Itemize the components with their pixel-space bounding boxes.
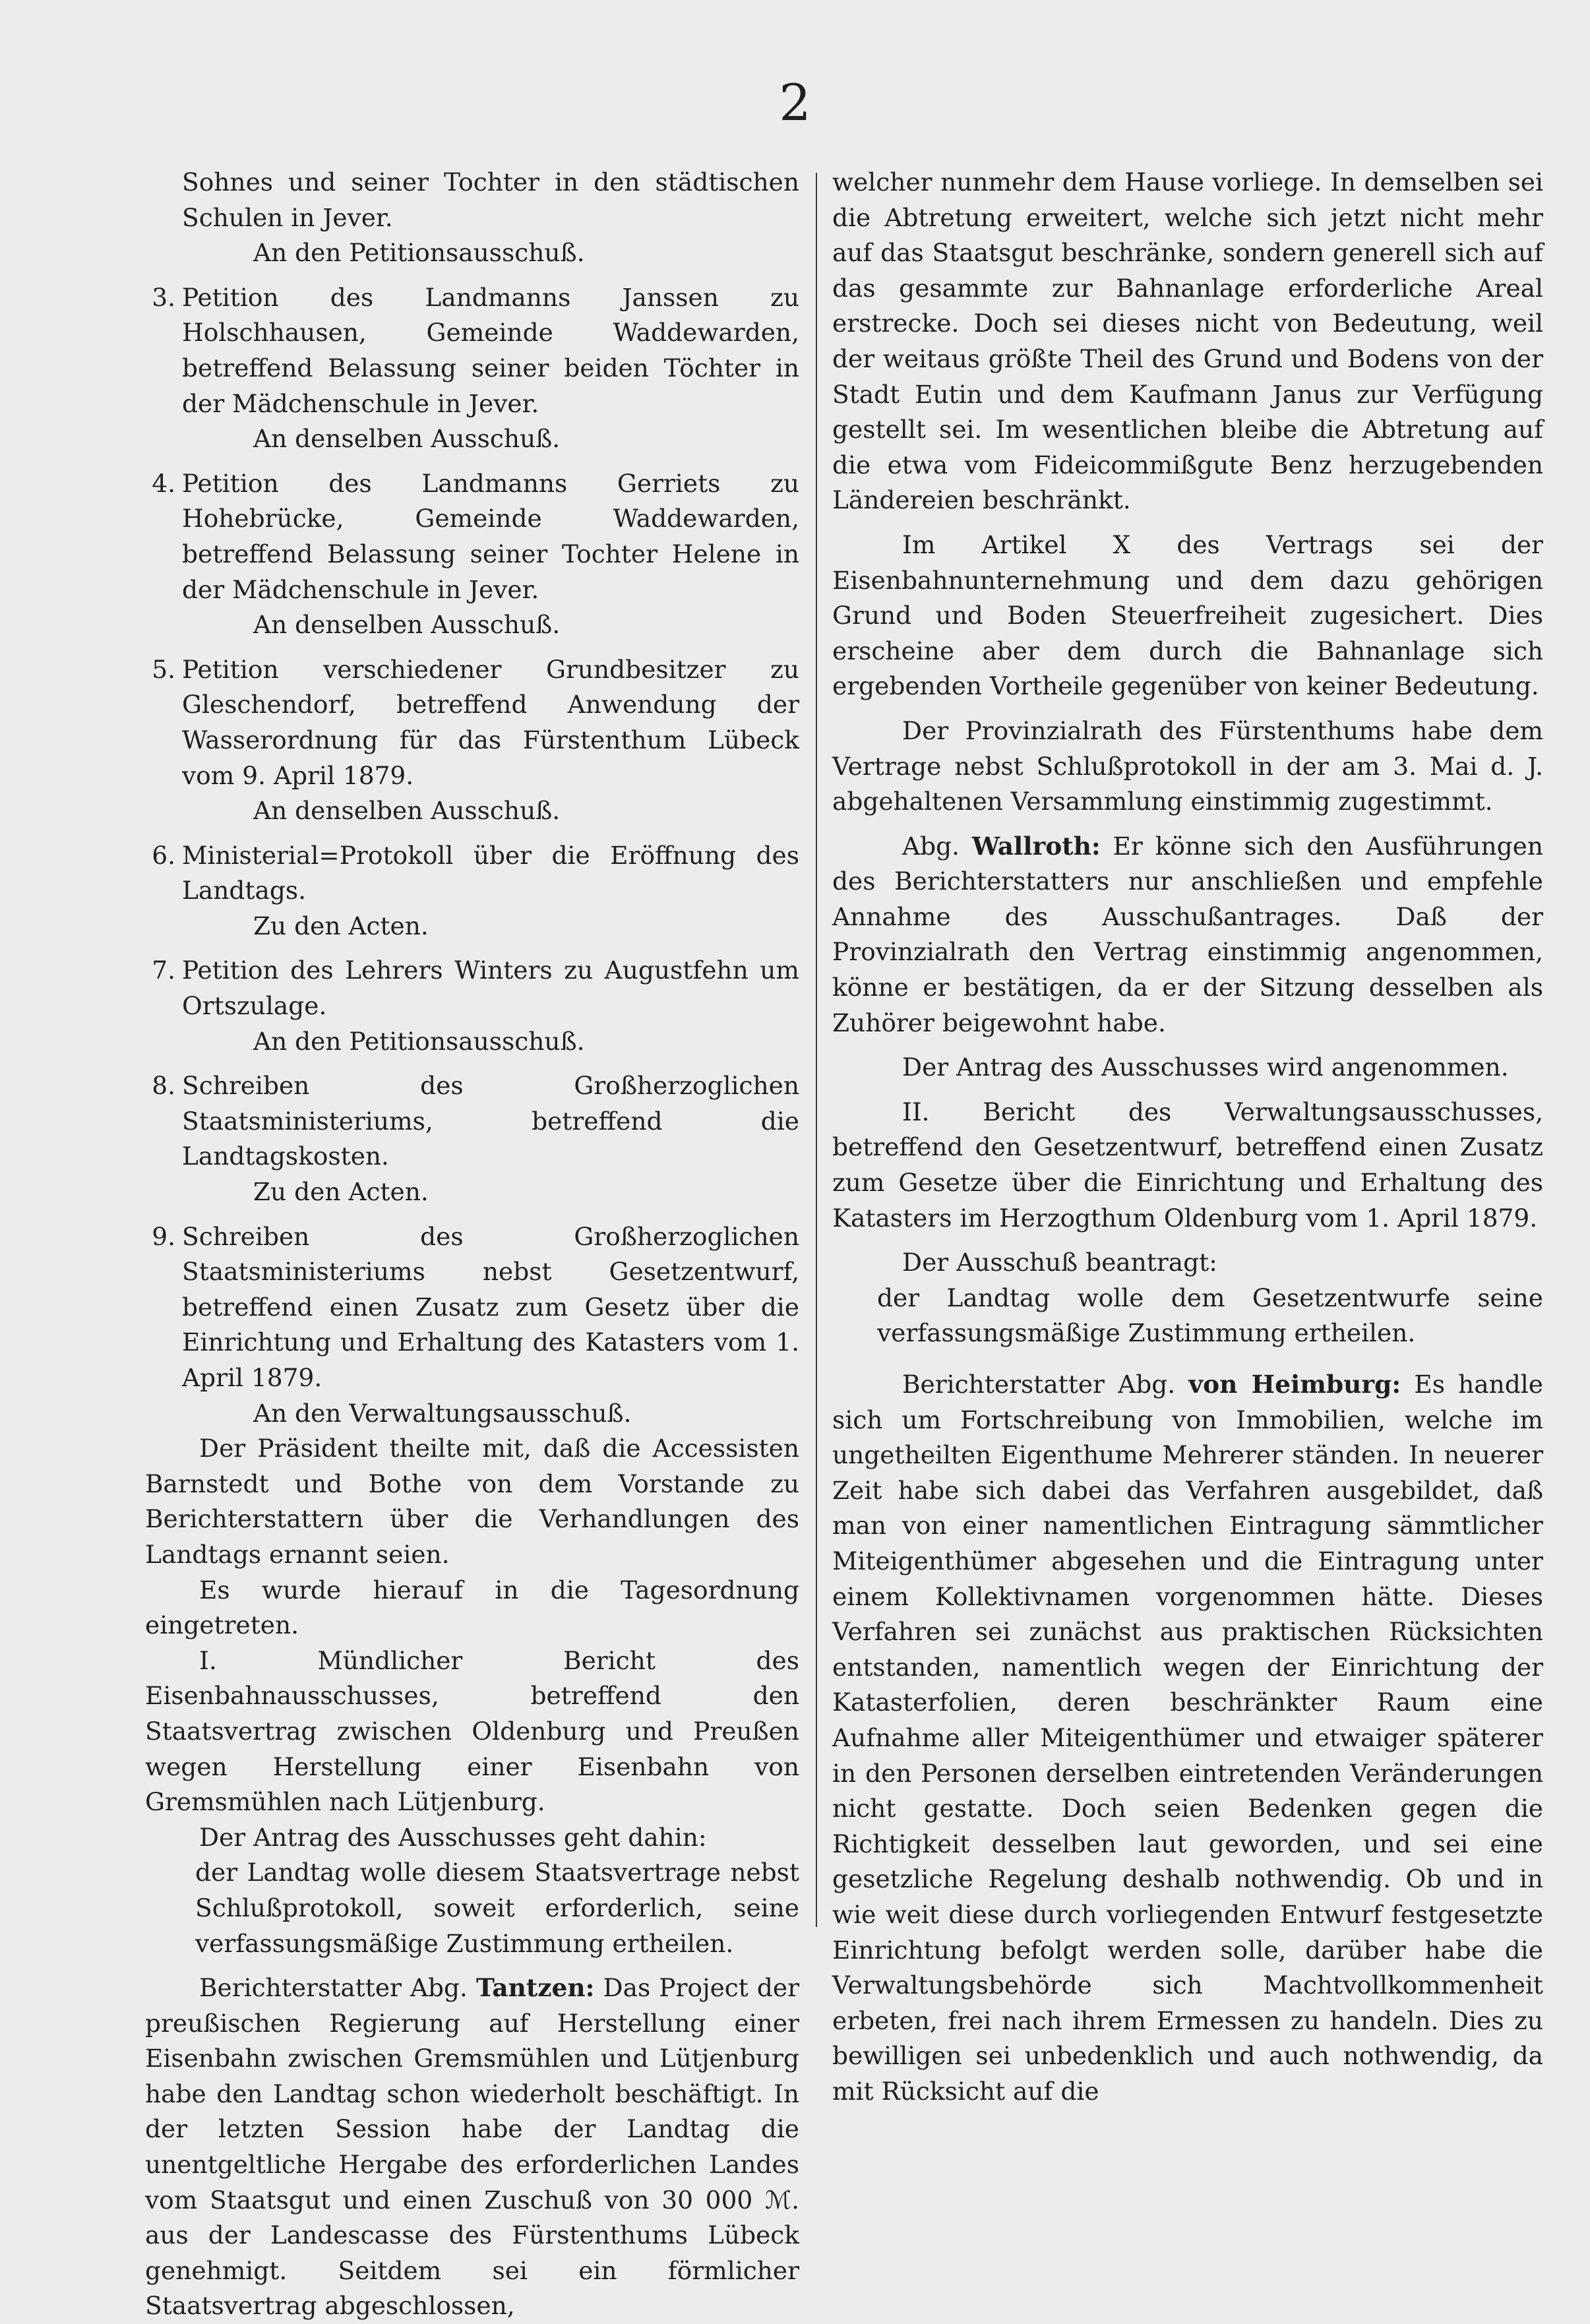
speaker-name: Tantzen: <box>476 1973 595 2003</box>
item-referral: An denselben Ausschuß. <box>253 796 561 826</box>
article-paragraph: Im Artikel X des Vertrags sei der Eisenbahnunternehmung und dem dazu gehörigen Grund und Boden Steuerfreiheit zugesichert. Dies erscheine aber dem durch die Bahnanlage sich ergebenden Vortheile gegenüber von keiner Bedeutung. <box>832 530 1543 701</box>
report-two-paragraph: II. Bericht des Verwaltungsausschusses, betreffend den Gesetzentwurf, betreffend einen Zusatz zum Gesetze über die Einrichtung und Erhaltung des Katasters im Herzogthum Oldenburg vom 1. April 1879. <box>832 1097 1543 1233</box>
item-text: Schreiben des Großherzoglichen Staatsministeriums, betreffend die Landtagskosten. <box>182 1071 799 1171</box>
item-text: Schreiben des Großherzoglichen Staatsministeriums nebst Gesetzentwurf, betreffend einen Zusatz zum Gesetz über die Einrichtung und Erhaltung des Katasters vom 1. April 1879. <box>182 1221 799 1392</box>
item-referral: Zu den Acten. <box>253 1177 429 1207</box>
item-number: 9. <box>152 1221 175 1251</box>
speaker-name: von Heimburg: <box>1188 1370 1401 1399</box>
page-number: 2 <box>779 73 811 132</box>
item-referral: An denselben Ausschuß. <box>253 424 561 454</box>
list-item <box>145 652 799 829</box>
list-item <box>145 1068 799 1209</box>
list-item <box>145 280 799 457</box>
speech-text: Das Project der preußischen Regierung auf Herstellung einer Eisenbahn zwischen Gremsmühlen und Lütjenburg habe den Landtag schon wiederholt beschäftigt. In der letzten Session habe der Landtag die unentgeltliche Hergabe des erforderlichen Landes vom Staatsgut und einen Zuschuß von 30 000 ℳ. aus der Landescasse des Fürstenthums Lübeck genehmigt. Seitdem sei ein förmlicher Staatsvertrag abgeschlossen, <box>145 1973 799 2321</box>
right-column <box>832 165 1543 2109</box>
agenda-paragraph: Es wurde hierauf in die Tagesordnung eingetreten. <box>145 1575 799 1640</box>
item-referral: An den Petitionsausschuß. <box>253 1026 585 1056</box>
item-text: Ministerial=Protokoll über die Eröffnung des Landtags. <box>182 840 799 905</box>
speech-text: Er könne sich den Ausführungen des Berichterstatters nur anschließen und empfehle Annahme des Ausschußantrages. Daß der Provinzialrath den Vertrag einstimmig angenommen, könne er bestätigen, da er der Sitzung desselben als Zuhörer beigewohnt habe. <box>832 831 1543 1037</box>
item-number: 3. <box>152 282 175 312</box>
item-number: 7. <box>152 956 175 985</box>
speaker-name: Wallroth: <box>971 831 1101 861</box>
tantzen-paragraph <box>145 1971 799 2324</box>
speech-text: Es handle sich um Fortschreibung von Immobilien, welche im ungetheilten Eigenthume Mehrerer ständen. In neuerer Zeit habe sich dabei das Verfahren ausgebildet, daß man von einer namentlichen Eintragung sämmtlicher Miteigenthümer abgesehen und die Eintragung unter einem Kollektivnamen vorgenommen hätte. Dieses Verfahren sei zunächst aus praktischen Rücksichten entstanden, namentlich wegen der Einrichtung der Katasterfolien, deren beschränkter Raum eine Aufnahme aller Miteigenthümer und etwaiger späterer in den Personen derselben eintretenden Veränderungen nicht gestatte. Doch seien Bedenken gegen die Richtigkeit desselben laut geworden, und sei eine gesetzliche Regelung deshalb nothwendig. Ob und in wie weit diese durch vorliegenden Entwurf festgesetzte Einrichtung befolgt werden solle, darüber habe die Verwaltungsbehörde sich Machtvollkommenheit erbeten, frei nach ihrem Ermessen zu handeln. Dies zu bewilligen sei unbedenklich und auch nothwendig, da mit Rücksicht auf die <box>832 1370 1543 2106</box>
column-divider <box>816 173 817 1927</box>
list-item <box>145 838 799 944</box>
continued-paragraph: welcher nunmehr dem Hause vorliege. In demselben sei die Abtretung erweitert, welche sich jetzt nicht mehr auf das Staatsgut beschränke, sondern generell sich auf das gesammte zur Bahnanlage erforderliche Areal erstrecke. Doch sei dieses nicht von Bedeutung, weil der weitaus größte Theil des Grund und Bodens von der Stadt Eutin und dem Kaufmann Janus zur Verfügung gestellt sei. Im wesentlichen bleibe die Abtretung auf die etwa vom Fideicommißgute Benz herzugebenden Ländereien beschränkt. <box>832 168 1543 515</box>
motion-intro: Der Ausschuß beantragt: <box>902 1248 1217 1277</box>
item-text: Sohnes und seiner Tochter in den städtischen Schulen in Jever. <box>182 168 799 232</box>
item-number: 5. <box>152 654 175 684</box>
item-text: Petition verschiedener Grundbesitzer zu Gleschendorf, betreffend Anwendung der Wasserordnung für das Fürstenthum Lübeck vom 9. April 1879. <box>182 654 799 790</box>
wallroth-paragraph <box>832 829 1543 1041</box>
item-number: 8. <box>152 1071 175 1101</box>
speaker-lead: Berichterstatter Abg. <box>199 1973 468 2003</box>
motion-text: der Landtag wolle diesem Staatsvertrage nebst Schlußprotokoll, soweit erforderlich, seine verfassungsmäßige Zustimmung ertheilen. <box>195 1858 799 1958</box>
item-number: 4. <box>152 468 175 498</box>
council-paragraph: Der Provinzialrath des Fürstenthums habe dem Vertrage nebst Schlußprotokoll in der am 3. Mai d. J. abgehaltenen Versammlung einstimmig zugestimmt. <box>832 716 1543 816</box>
motion-text: der Landtag wolle dem Gesetzentwurfe seine verfassungsmäßige Zustimmung ertheilen. <box>877 1283 1543 1348</box>
item-text: Petition des Lehrers Winters zu Augustfehn um Ortszulage. <box>182 956 799 1021</box>
item-text: Petition des Landmanns Janssen zu Holschhausen, Gemeinde Waddewarden, betreffend Belassung seiner beiden Töchter in der Mädchenschule in Jever. <box>182 282 799 418</box>
speaker-lead: Abg. <box>902 831 960 861</box>
speaker-lead: Berichterstatter Abg. <box>902 1370 1176 1399</box>
item-number: 6. <box>152 840 175 870</box>
accepted-paragraph: Der Antrag des Ausschusses wird angenommen. <box>902 1053 1509 1082</box>
list-item <box>145 1219 799 1432</box>
left-column <box>145 165 799 2324</box>
list-item <box>145 953 799 1059</box>
list-item <box>145 466 799 643</box>
president-paragraph: Der Präsident theilte mit, daß die Accessisten Barnstedt und Bothe von dem Vorstande zu Berichterstattern über die Verhandlungen des Landtags ernannt seien. <box>145 1434 799 1569</box>
item-referral: Zu den Acten. <box>253 911 429 940</box>
item-text: Petition des Landmanns Gerriets zu Hohebrücke, Gemeinde Waddewarden, betreffend Belassung seiner Tochter Helene in der Mädchenschule in Jever. <box>182 468 799 604</box>
item-referral: An den Petitionsausschuß. <box>253 238 585 268</box>
list-item <box>145 165 799 271</box>
motion-intro: Der Antrag des Ausschusses geht dahin: <box>199 1822 707 1852</box>
item-referral: An den Verwaltungsausschuß. <box>253 1398 632 1428</box>
item-referral: An denselben Ausschuß. <box>253 610 561 640</box>
heimburg-paragraph <box>832 1367 1543 2109</box>
report-one-paragraph: I. Mündlicher Bericht des Eisenbahnausschusses, betreffend den Staatsvertrag zwischen Oldenburg und Preußen wegen Herstellung einer Eisenbahn von Gremsmühlen nach Lütjenburg. <box>145 1645 799 1817</box>
